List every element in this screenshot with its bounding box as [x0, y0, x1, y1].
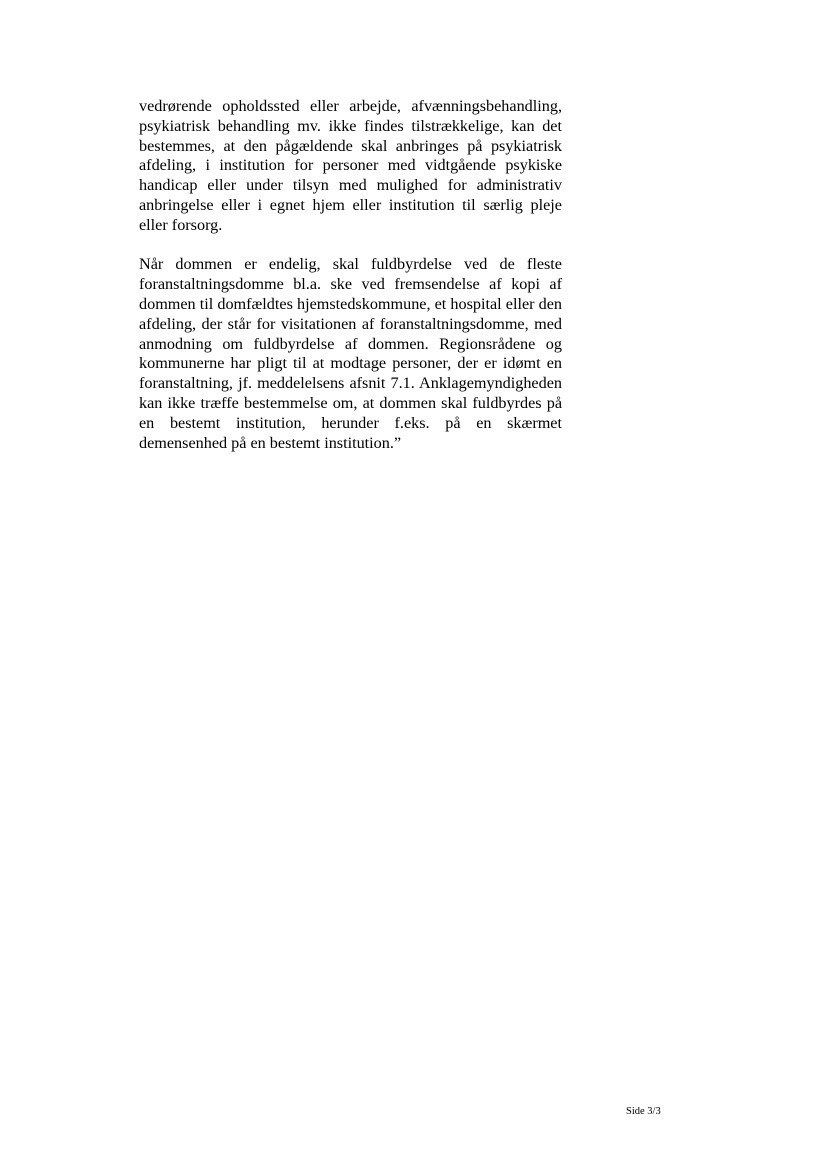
paragraph: vedrørende opholdssted eller arbejde, afvænningsbehandling, psykiatrisk behandling mv. ikke findes tilstrækkelige, kan det bestemmes, at den pågældende skal anbringes på psykiatrisk afdeling, i institution for personer med vidtgående psykiske handicap eller under tilsyn med mulighed for administrativ anbringelse eller i egnet hjem eller institution til særlig pleje eller forsorg.: [139, 97, 562, 234]
document-body: [139, 97, 562, 453]
paragraph: Når dommen er endelig, skal fuldbyrdelse ved de fleste foranstaltningsdomme bl.a. ske ved fremsendelse af kopi af dommen til domfældtes hjemstedskommune, et hospital eller den afdeling, der står for visitationen af foranstaltningsdomme, med anmodning om fuldbyrdelse af dommen. Regionsrådene og kommunerne har pligt til at modtage personer, der er idømt en foranstaltning, jf. meddelelsens afsnit 7.1. Anklagemyndigheden kan ikke træffe bestemmelse om, at dommen skal fuldbyrdes på en bestemt institution, herunder f.eks. på en skærmet demensenhed på en bestemt institution.”: [139, 255, 562, 452]
page-number: Side 3/3: [626, 1106, 661, 1117]
